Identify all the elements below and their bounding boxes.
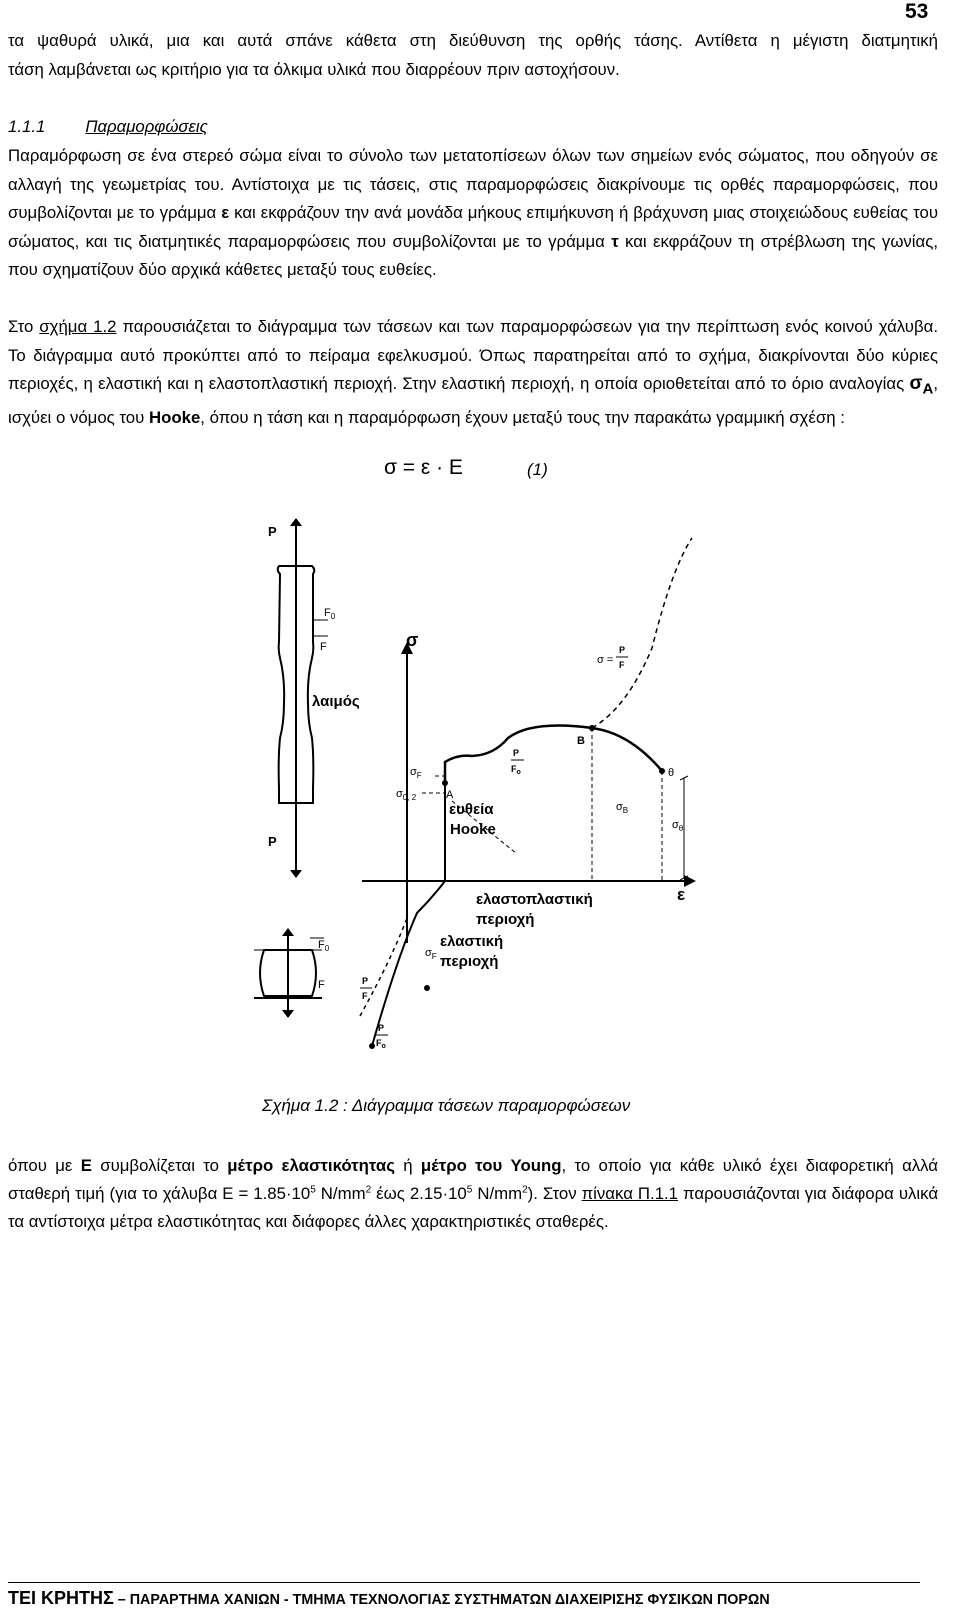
exponent-3: 5: [466, 1184, 473, 1196]
para2-text-d: , όπου η τάση και η παραμόρφωση έχουν μεταξύ τους την παρακάτω γραμμική σχέση :: [200, 408, 845, 428]
section-number: 1.1.1: [8, 117, 46, 136]
page-number: 53: [905, 0, 929, 23]
hooke-name: Hooke: [148, 408, 201, 428]
sigma-theta-label: $\sigma_\theta$: [672, 819, 684, 833]
figure-caption: Σχήμα 1.2 : Διάγραμμα τάσεων παραμορφώσεων: [262, 1096, 631, 1115]
engineering-formula-numerator: P: [513, 748, 520, 758]
para3-text-h: ). Στον: [527, 1184, 582, 1203]
page-footer: [8, 1588, 770, 1609]
sigma-f-compression-label: $\sigma_F$: [425, 947, 437, 961]
intro-line-2: τάση λαμβάνεται ως κριτήριο για τα όλκιμα υλικά που διαρρέουν πριν αστοχήσουν.: [8, 60, 620, 79]
straight-line-label: ευθεία: [449, 801, 494, 818]
para3-text-c: ή: [394, 1156, 421, 1175]
sigma-02-label: $\sigma_{0, 2}$: [396, 788, 417, 802]
load-label-top: P: [268, 524, 277, 539]
para3-text-d: , το οποίο για κάθε υλικό έχει διαφορετική αλλά σταθερή τιμή (για το χάλυβα Ε = 1.85·10: [8, 1156, 939, 1203]
para3-text-e: N/mm: [315, 1184, 366, 1203]
sigma-b-label: $\sigma_B$: [616, 801, 629, 815]
f0-label-2: $F_0$: [318, 939, 330, 953]
point-theta-label: θ: [668, 767, 675, 779]
epsilon-axis-label: ε: [677, 885, 686, 904]
para1-text-c: και εκφράζουν τη στρέβλωση της γωνίας, που σχηματίζουν δύο αρχικά κάθετες μεταξύ τους ευθείες.: [8, 231, 938, 280]
elastic-region-label-2: περιοχή: [440, 953, 499, 970]
tau-symbol: τ: [611, 231, 619, 251]
para3-text-a: όπου με: [8, 1156, 81, 1175]
sigma-f-label: $\sigma_F$: [410, 766, 422, 780]
para2-text-c: , ισχύει ο νόμος του: [8, 374, 938, 428]
e-symbol: Ε: [80, 1156, 92, 1175]
para3-text-f: έως 2.15·10: [371, 1184, 467, 1203]
paragraph-deformations: [8, 142, 938, 285]
section-title: Παραμορφώσεις: [85, 117, 208, 136]
load-label-bottom: P: [268, 834, 277, 849]
sigma-axis-label: σ: [406, 630, 419, 650]
equation-number: (1): [527, 460, 548, 479]
stress-strain-figure: [232, 518, 722, 1063]
section-heading: [8, 113, 938, 142]
sigma-a-symbol: σ: [909, 373, 923, 395]
compression-formula-denominator: F: [362, 991, 368, 1001]
elastoplastic-region-label: ελαστοπλαστική: [476, 891, 593, 908]
footer-department: – ΠΑΡΑΡΤΗΜΑ ΧΑΝΙΩΝ - ΤΜΗΜΑ ΤΕΧΝΟΛΟΓΙΑΣ ΣΥΣΤΗΜΑΤΩΝ ΔΙΑΧΕΙΡΙΣΗΣ ΦΥΣΙΚΩΝ ΠΟΡΩΝ: [113, 1592, 770, 1608]
f-label-2: F: [318, 979, 325, 991]
elastoplastic-region-label-2: περιοχή: [476, 911, 535, 928]
para2-text-b: παρουσιάζεται το διάγραμμα των τάσεων και των παραμορφώσεων για την περίπτωση ενός κοινού χάλυβα. Το διάγραμμα αυτό προκύπτει από το πείραμα εφελκυσμού. Όπως παρατηρείται από το σχήμα, διακρίνονται δύο κύριες περιοχές, η ελαστική και η ελαστοπλαστική περιοχή. Στην ελαστική περιοχή, η οποία οριοθετείται από το όριο αναλογίας: [8, 317, 938, 394]
compression-eng-numerator: P: [378, 1023, 385, 1033]
hooke-label: Hooke: [450, 821, 496, 838]
para1-text-b: και εκφράζουν την ανά μονάδα μήκους επιμήκυνση ή βράχυνση μιας στοιχειώδους ευθείας του σώματος, και τις διατμητικές παραμορφώσεις που συμβολίζονται με το γράμμα: [8, 203, 938, 251]
young-modulus-term: μέτρο του Young: [420, 1156, 562, 1175]
paragraph-modulus: [8, 1152, 938, 1236]
sigma-a-subscript: Α: [922, 380, 934, 398]
neck-label: λαιμός: [312, 693, 360, 710]
point-b-label: B: [577, 735, 585, 747]
intro-paragraph: [8, 26, 938, 84]
engineering-formula-denominator: $F_o$: [511, 764, 521, 776]
epsilon-symbol: ε: [221, 203, 230, 223]
para3-text-g: N/mm: [472, 1184, 523, 1203]
compression-formula-numerator: P: [362, 976, 369, 986]
formula-denominator: F: [619, 660, 625, 670]
exponent-2: 2: [365, 1184, 372, 1196]
para3-text-b: συμβολίζεται το: [91, 1156, 228, 1175]
f-label: F: [320, 641, 327, 653]
para1-text-a: Παραμόρφωση σε ένα στερεό σώμα είναι το σύνολο των μετατοπίσεων όλων των σημείων ενός σώματος, που οδηγούν σε αλλαγή της γεωμετρίας του. Αντίστοιχα με τις τάσεις, στις παραμορφώσεις διακρίνουμε τις ορθές παραμορφώσεις, που συμβολίζονται με το γράμμα: [8, 146, 938, 223]
exponent-4: 2: [522, 1184, 528, 1196]
compression-eng-denominator: $F_o$: [376, 1038, 386, 1050]
point-a-label: A: [446, 789, 454, 801]
table-reference-link[interactable]: πίνακα Π.1.1: [581, 1184, 679, 1203]
equation-hooke: σ = ε · E: [384, 456, 463, 479]
modulus-term: μέτρο ελαστικότητας: [227, 1156, 395, 1175]
para2-text-a: Στο: [8, 317, 40, 336]
figure-reference-link[interactable]: σχήμα 1.2: [39, 317, 117, 336]
exponent-1: 5: [310, 1184, 316, 1196]
true-stress-formula: σ =: [597, 654, 614, 666]
formula-numerator: P: [619, 645, 626, 655]
para3-text-i: παρουσιάζονται για διάφορα υλικά τα αντίστοιχα μέτρα ελαστικότητας και διάφορες άλλες χαρακτηριστικές σταθερές.: [8, 1184, 939, 1231]
intro-line-1: τα ψαθυρά υλικά, μια και αυτά σπάνε κάθετα στη διεύθυνση της ορθής τάσης. Αντίθετα η μέγιστη διατμητική: [8, 31, 938, 50]
footer-divider: [8, 1582, 920, 1583]
footer-institution: ΤΕΙ ΚΡΗΤΗΣ: [8, 1588, 114, 1608]
elastic-region-label: ελαστική: [440, 933, 504, 950]
f0-label: $F_0$: [324, 607, 336, 621]
paragraph-diagram: [8, 313, 938, 433]
